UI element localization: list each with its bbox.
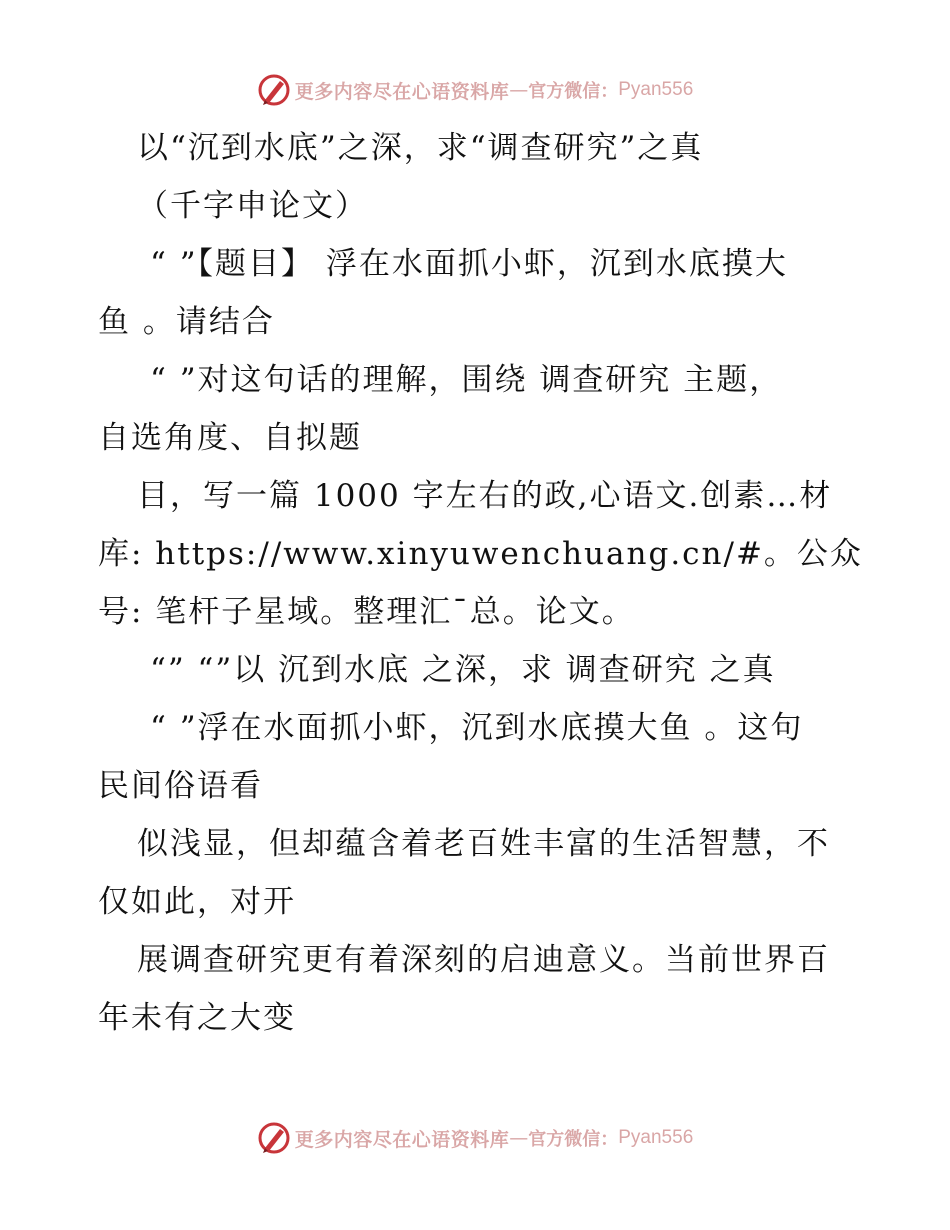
text-line: “” “”以 沉到水底 之深，求 调查研究 之真 bbox=[150, 652, 776, 688]
banner-brand-text: 更多内容尽在心语资料库 bbox=[294, 1128, 510, 1151]
pen-logo-icon bbox=[257, 73, 291, 107]
text-line: “ ”对这句话的理解，围绕 调查研究 主题， bbox=[150, 362, 783, 398]
pen-logo-icon bbox=[257, 1121, 291, 1155]
banner-separator: — bbox=[509, 79, 529, 101]
text-line: 年未有之大变 bbox=[98, 1000, 296, 1036]
text-line: “ ”【题目】 浮在水面抓小虾，沉到水底摸大 bbox=[150, 246, 788, 282]
title-line: 以“沉到水底”之深，求“调查研究”之真 bbox=[137, 130, 704, 166]
banner-wechat-label: 官方微信： bbox=[528, 1129, 619, 1150]
text-line: 似浅显，但却蕴含着老百姓丰富的生活智慧，不 bbox=[137, 826, 830, 862]
text-line: 号: 笔杆子星域。整理汇¯总。论文。 bbox=[98, 594, 635, 630]
text-line: “ ”浮在水面抓小虾，沉到水底摸大鱼 。这句 bbox=[150, 710, 804, 746]
text-line: 库: https://www.xinyuwenchuang.cn/#。公众 bbox=[98, 536, 863, 572]
text-line: 展调查研究更有着深刻的启迪意义。当前世界百 bbox=[137, 942, 830, 978]
text-line: 自选角度、自拟题 bbox=[98, 420, 362, 456]
text-line: 鱼 。请结合 bbox=[98, 304, 275, 340]
banner-wechat-id: Pyan556 bbox=[618, 79, 694, 100]
banner-brand-text: 更多内容尽在心语资料库 bbox=[294, 80, 510, 103]
text-line: 民间俗语看 bbox=[98, 768, 263, 804]
banner-wechat-id: Pyan556 bbox=[618, 1127, 694, 1148]
banner-separator: — bbox=[509, 1127, 529, 1149]
footer-banner bbox=[0, 1118, 950, 1158]
text-line: 仅如此，对开 bbox=[98, 884, 296, 920]
header-banner bbox=[0, 70, 950, 110]
text-line: 目，写一篇 1000 字左右的政,心语文.创素…材 bbox=[137, 478, 833, 514]
banner-wechat-label: 官方微信： bbox=[528, 81, 619, 102]
subtitle-line: （千字申论文） bbox=[137, 188, 368, 224]
